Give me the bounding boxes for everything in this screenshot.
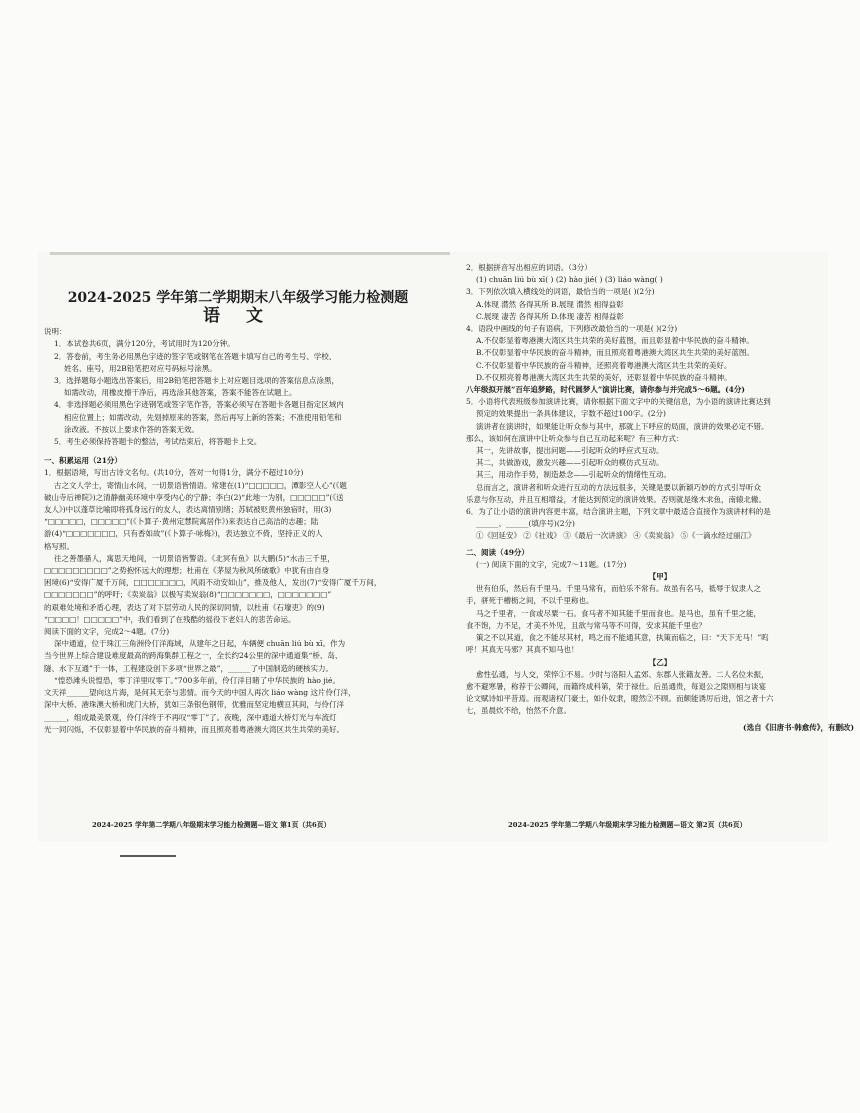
yi-line: 愈不避寒暑，称荐于公卿间，而籍终成科第，荣于禄仕。后虽通贵，每退公之隙则相与谈宴: [466, 681, 766, 691]
q5-line: 预定的效果提出一条具体建议，字数不超过100字。(2分): [476, 409, 666, 419]
speech-line: 其一，先讲故事，提出问题——引起听众的呼应式互动。: [476, 446, 664, 456]
yi-line: 七，虽晨炊不给，怡然不介意。: [466, 706, 571, 716]
speech-line: 那么，该如何在演讲中让听众参与自己互动起来呢？有三种方式：: [466, 433, 684, 443]
jia-line: 马之千里者，一食或尽粟一石。食马者不知其能千里而食也。是马也，虽有千里之能，: [476, 608, 761, 618]
note-line: 3．选择题每小题选出答案后，用2B铅笔把答题卡上对应题目选项的答案信息点涂黑，: [54, 376, 340, 386]
jia-line: 呼！其真无马邪？其真不知马也！: [466, 645, 579, 655]
scan-mark: [120, 855, 176, 857]
note-line: 1．本试卷共6页，满分120分，考试用时为120分钟。: [54, 339, 235, 349]
q2-items: (1) chuān liú bù xī( ) (2) hào jié( ) (3) liáo wàng( ): [476, 275, 663, 285]
question-6: 6．为了让小语的演讲内容更丰富，结合演讲主题，下列文章中最适合直接作为演讲材料的是: [466, 507, 771, 517]
option-line: B.不仅彰显着中华民族的奋斗精神，而且照亮着粤港澳大湾区共生共荣的美好蓝图。: [476, 348, 754, 358]
passage-line: “惶恐滩头说惶恐，零丁洋里叹零丁。”700多年前，伶仃洋目睹了中华民族的 hào jié。: [54, 675, 340, 685]
q1-line: 古之文人学士，寄情山水间，一切景语皆情语。常建在(1)“□□□□□，潭影空人心”(《题: [54, 480, 347, 490]
q6-line: ______、______(填序号)(2分): [476, 519, 575, 529]
option-line: C.展现 凄苦 各得其所 D.体现 凄苦 相得益彰: [476, 311, 624, 321]
passage-line: 深中大桥、港珠澳大桥和虎门大桥，犹如三条银色钢带，优雅而坚定地横亘其间，与伶仃洋: [44, 700, 344, 710]
exam-title: 2024-2025 学年第二学期期末八年级学习能力检测题: [67, 290, 409, 306]
page-edge-shadow: [50, 252, 450, 255]
option-line: A.体现 潸然 各得其所 B.展现 潸然 相得益彰: [476, 299, 624, 309]
activity-heading: 八年级拟开展“百年追梦路，时代圆梦人”演讲比赛，请你参与并完成5～6题。(4分): [466, 385, 745, 395]
yi-line: 愈性弘通，与人交，荣悴①不易。少时与洛阳人孟郊、东郡人张籍友善。二人名位未振，: [476, 669, 769, 679]
note-line: 姓名、座号，用2B铅笔把对应号码标号涂黑。: [64, 363, 217, 373]
passage-line: 文天祥______望向这片海，是何其无奈与悲情。而今天的中国人再次 liáo wàng 这片伶仃洋，: [44, 688, 356, 698]
subject-title: 语 文: [203, 306, 273, 326]
passage-jia-label: 【甲】: [648, 572, 672, 582]
passage-line: 深中通道，位于珠江三角洲伶仃洋海域，从建年之日起，车辆便 chuān liú bù xī。作为: [54, 639, 346, 649]
q6-options: ①《回延安》 ②《社戏》 ③《最后一次讲演》 ④《卖炭翁》 ⑤《一滴水经过丽江》: [476, 531, 756, 541]
section-heading: 一、积累运用（21分）: [44, 456, 122, 466]
question-3: 3．下列依次填入横线处的词语，最恰当的一项是( )(2分): [466, 287, 655, 297]
source-citation: (选自《旧唐书·韩愈传》，有删改): [743, 722, 854, 732]
q1-line: □□□□□□□”的呼吁；《卖炭翁》以极写卖炭翁(8)“□□□□□□□，□□□□□□□”: [44, 590, 332, 600]
q1-line: 友人》)中以蓬草比喻即将孤身远行的友人，表达离情别绪；苏轼被贬黄州独宿时，用(3): [44, 505, 332, 515]
note-line: 相应位置上；如需改动，先划掉原来的答案，然后再写上新的答案；不准使用铅笔和: [64, 412, 342, 422]
note-line: 4．非选择题必须用黑色字迹钢笔或签字笔作答，答案必须写在答题卡各题目指定区域内: [54, 400, 344, 410]
note-line: 5．考生必须保持答题卡的整洁，考试结束后，将答题卡上交。: [54, 437, 262, 447]
option-line: D.不仅照亮着粤港澳大湾区共生共荣的美好，还彰显着中华民族的奋斗精神。: [476, 372, 732, 382]
note-line: 如需改动，用橡皮擦干净后，再选涂其他答案，答案不能答在试题上。: [64, 388, 297, 398]
question-1: 1．根据语境，写出古诗文名句。(共10分，答对一句得1分，满分不超过10分): [44, 468, 304, 478]
left-page-footer: 2024-2025 学年第二学期八年级期末学习能力检测题—语文 第1页（共6页）: [92, 821, 331, 829]
reading-intro: 阅读下面的文字，完成2～4题。(7分): [44, 627, 170, 637]
passage-line: 隧、水下互通”于一体，工程建设创下多项“世界之最”，______了中国制造的硬核实力。: [44, 663, 334, 673]
speech-line: 乐意与你互动，并且互相增益，才能达到预定的演讲效果。否则就是缘木求鱼，南辕北辙。: [466, 494, 766, 504]
question-5: 5．小语将代表班级参加演讲比赛，请你根据下面文字中的关键信息，为小语的演讲比赛达到: [466, 397, 771, 407]
q1-line: 格写照。: [44, 541, 74, 551]
section-heading: 二、阅读（49分）: [466, 547, 529, 557]
speech-line: 其三，用动作手势，制造悬念——引起听众的情绪性互动。: [476, 470, 671, 480]
question-4: 4．语段中画线的句子有语病，下列修改最恰当的一项是( )(2分): [466, 324, 678, 334]
option-line: A.不仅彰显着粤港澳大湾区共生共荣的美好蓝图，而且彰显着中华民族的奋斗精神。: [476, 336, 754, 346]
speech-line: 其二，共做游戏，激发兴趣——引起听众的模仿式互动。: [476, 458, 664, 468]
notes-label: 说明：: [44, 327, 67, 337]
jia-line: 策之不以其道，食之不能尽其材，鸣之而不能通其意，执策而临之，曰：“天下无马！”呜: [476, 633, 769, 643]
q1-line: 往之善墨骚人，寓思天地间，一切景语皆警语。《北冥有鱼》以大鹏(5)“水击三千里，: [54, 553, 335, 563]
reading-intro: (一) 阅读下面的文字，完成7～11题。(17分): [476, 559, 627, 569]
q1-line: “□□□□□，□□□□□”(《卜算子·黄州定慧院寓居作》)来表达自己高洁的志趣；陆: [44, 517, 319, 527]
right-page-footer: 2024-2025 学年第二学期八年级期末学习能力检测题—语文 第2页（共6页）: [508, 821, 747, 829]
q1-line: 游(4)“□□□□□□□，只有香如故”(《卜算子·咏梅》)，表达独立不倚，坚持正义的人: [44, 529, 323, 539]
note-line: 涂改液。不按以上要求作答的答案无效。: [64, 424, 199, 434]
question-2: 2．根据拼音写出相应的词语。（3分）: [466, 263, 592, 272]
jia-line: 世有伯乐，然后有千里马。千里马常有，而伯乐不常有。故虽有名马，祗辱于奴隶人之: [476, 584, 761, 594]
q1-line: 破山寺后禅院》)之清静幽美环境中享受内心的宁静；李白(2)“此地一为别，□□□□□”(《送: [44, 492, 344, 502]
q1-line: “□□□□！□□□□□”中，我们看到了在残酷的徭役下老妇人的悲苦命运。: [44, 614, 296, 624]
note-line: 2．答卷前，考生务必用黑色字迹的签字笔或钢笔在答题卡填写自己的考生号、学校、: [54, 351, 337, 361]
right-page: [466, 262, 854, 837]
passage-yi-label: 【乙】: [648, 657, 672, 667]
q1-line: 的艰难处境和矛盾心理，表达了对下层劳动人民的深切同情，以杜甫《石壕吏》的(9): [44, 602, 325, 612]
passage-line: 光一同闪烁，不仅彰显着中华民族的奋斗精神，而且照亮着粤港澳大湾区共生共荣的美好。: [44, 724, 344, 734]
q1-line: □□□□□□□□□”之势抱怀远大的理想；杜甫在《茅屋为秋风所破歌》中犹有由自身: [44, 566, 330, 576]
jia-line: 食不饱，力不足，才美不外见，且欲与常马等不可得，安求其能千里也？: [466, 620, 706, 630]
passage-line: 当今世界上综合建设难度最高的跨海集群工程之一，全长约24公里的深中通道集“桥、岛、: [44, 651, 343, 661]
yi-line: 论文赋诗如平昔焉。而观诸权门豪士，如仆奴隶，瞪然②不顾。而颇能诱厉后进，馆之者十六: [466, 694, 774, 704]
jia-line: 手，骈死于槽枥之间，不以千里称也。: [466, 596, 594, 606]
left-page: [44, 262, 432, 837]
speech-line: 演讲者在演讲时，如果能让听众参与其中，那就上下呼应的局面，演讲的效果必定不错。: [476, 421, 769, 431]
q1-line: 困境(6)“安得广厦千万间，□□□□□□□，风雨不动安如山”，推及他人，发出(7)“安得广厦千万间，: [44, 578, 382, 588]
speech-line: 总而言之，演讲者和听众进行互动的方法远很多，关键是要以新颖巧妙的方式引导听众: [476, 482, 761, 492]
option-line: C.不仅彰显着中华民族的奋斗精神，还照亮着粤港澳大湾区共生共荣的美好。: [476, 360, 732, 370]
passage-line: ______，组成最美景观，伶仃洋终于不再叹“零丁”了。夜晚，深中通道大桥灯光与车流灯: [44, 712, 337, 722]
